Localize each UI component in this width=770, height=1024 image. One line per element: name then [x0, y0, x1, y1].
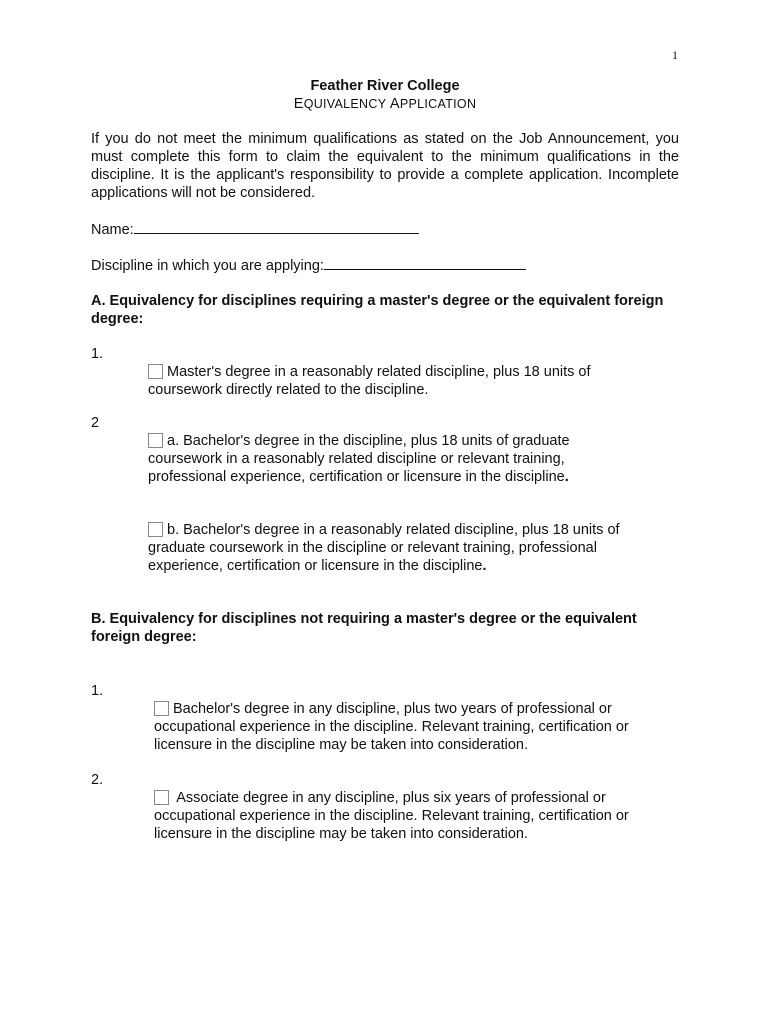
- section-a-item-2b-period: .: [482, 558, 487, 574]
- subtitle-cap-e: E: [293, 96, 304, 112]
- discipline-field-row: [91, 256, 526, 275]
- subtitle-rest-2: PPLICATION: [399, 97, 477, 111]
- subtitle-cap-a: A: [389, 96, 400, 112]
- section-b-item-1-checkbox[interactable]: [154, 701, 169, 716]
- section-a-item-2a-period: .: [564, 469, 569, 485]
- section-a-item-2a-text: a. Bachelor's degree in the discipline, plus 18 units of graduate coursework in a reasonably related discipline or relevant training, professional experience, certification or licensure in the discipline: [148, 433, 570, 485]
- section-a-item-2a-checkbox[interactable]: [148, 433, 163, 448]
- section-a-item-2b-text: b. Bachelor's degree in a reasonably related discipline, plus 18 units of graduate coursework in the discipline or relevant training, professional experience, certification or licensure in the discipline: [148, 522, 620, 574]
- section-b-item-1: [154, 700, 636, 754]
- section-a-number-2: 2: [91, 415, 100, 431]
- section-a-item-2a: [148, 432, 598, 486]
- section-a-item-2b: [148, 521, 638, 575]
- section-b-item-2-checkbox[interactable]: [154, 790, 169, 805]
- section-b-item-2: [154, 789, 638, 843]
- name-input-line[interactable]: [134, 220, 419, 234]
- section-b-number-2: 2.: [91, 772, 104, 788]
- section-a-item-1: [148, 363, 628, 399]
- section-a-item-1-checkbox[interactable]: [148, 364, 163, 379]
- section-a-heading: A. Equivalency for disciplines requiring a master's degree or the equivalent foreign degree:: [91, 293, 664, 327]
- section-a-item-1-text: Master's degree in a reasonably related discipline, plus 18 units of coursework directly related to the discipline.: [148, 364, 591, 398]
- intro-paragraph: If you do not meet the minimum qualifications as stated on the Job Announcement, you must complete this form to claim the equivalent to the minimum qualifications in the discipline. It is the applicant's responsibility to provide a complete application. Incomplete applications will not be considered.: [91, 131, 679, 201]
- discipline-label: Discipline in which you are applying:: [91, 258, 324, 274]
- name-field-row: [91, 220, 419, 239]
- page-subtitle: [0, 96, 770, 112]
- section-b-heading: B. Equivalency for disciplines not requiring a master's degree or the equivalent foreign degree:: [91, 611, 637, 645]
- section-b-number-1: 1.: [91, 683, 104, 699]
- section-a-item-2b-checkbox[interactable]: [148, 522, 163, 537]
- page-title: Feather River College: [310, 78, 460, 94]
- section-b-item-1-text: Bachelor's degree in any discipline, plus two years of professional or occupational experience in the discipline. Relevant training, certification or licensure in the discipline may be taken into consideration.: [154, 701, 629, 753]
- subtitle-rest-1: QUIVALENCY: [303, 97, 390, 111]
- section-a-number-1: 1.: [91, 346, 104, 362]
- discipline-input-line[interactable]: [324, 256, 526, 270]
- name-label: Name:: [91, 222, 134, 238]
- page-number: 1: [672, 48, 678, 62]
- section-b-item-2-text: Associate degree in any discipline, plus six years of professional or occupational experience in the discipline. Relevant training, certification or licensure in the discipline may be taken into consideration.: [154, 790, 629, 842]
